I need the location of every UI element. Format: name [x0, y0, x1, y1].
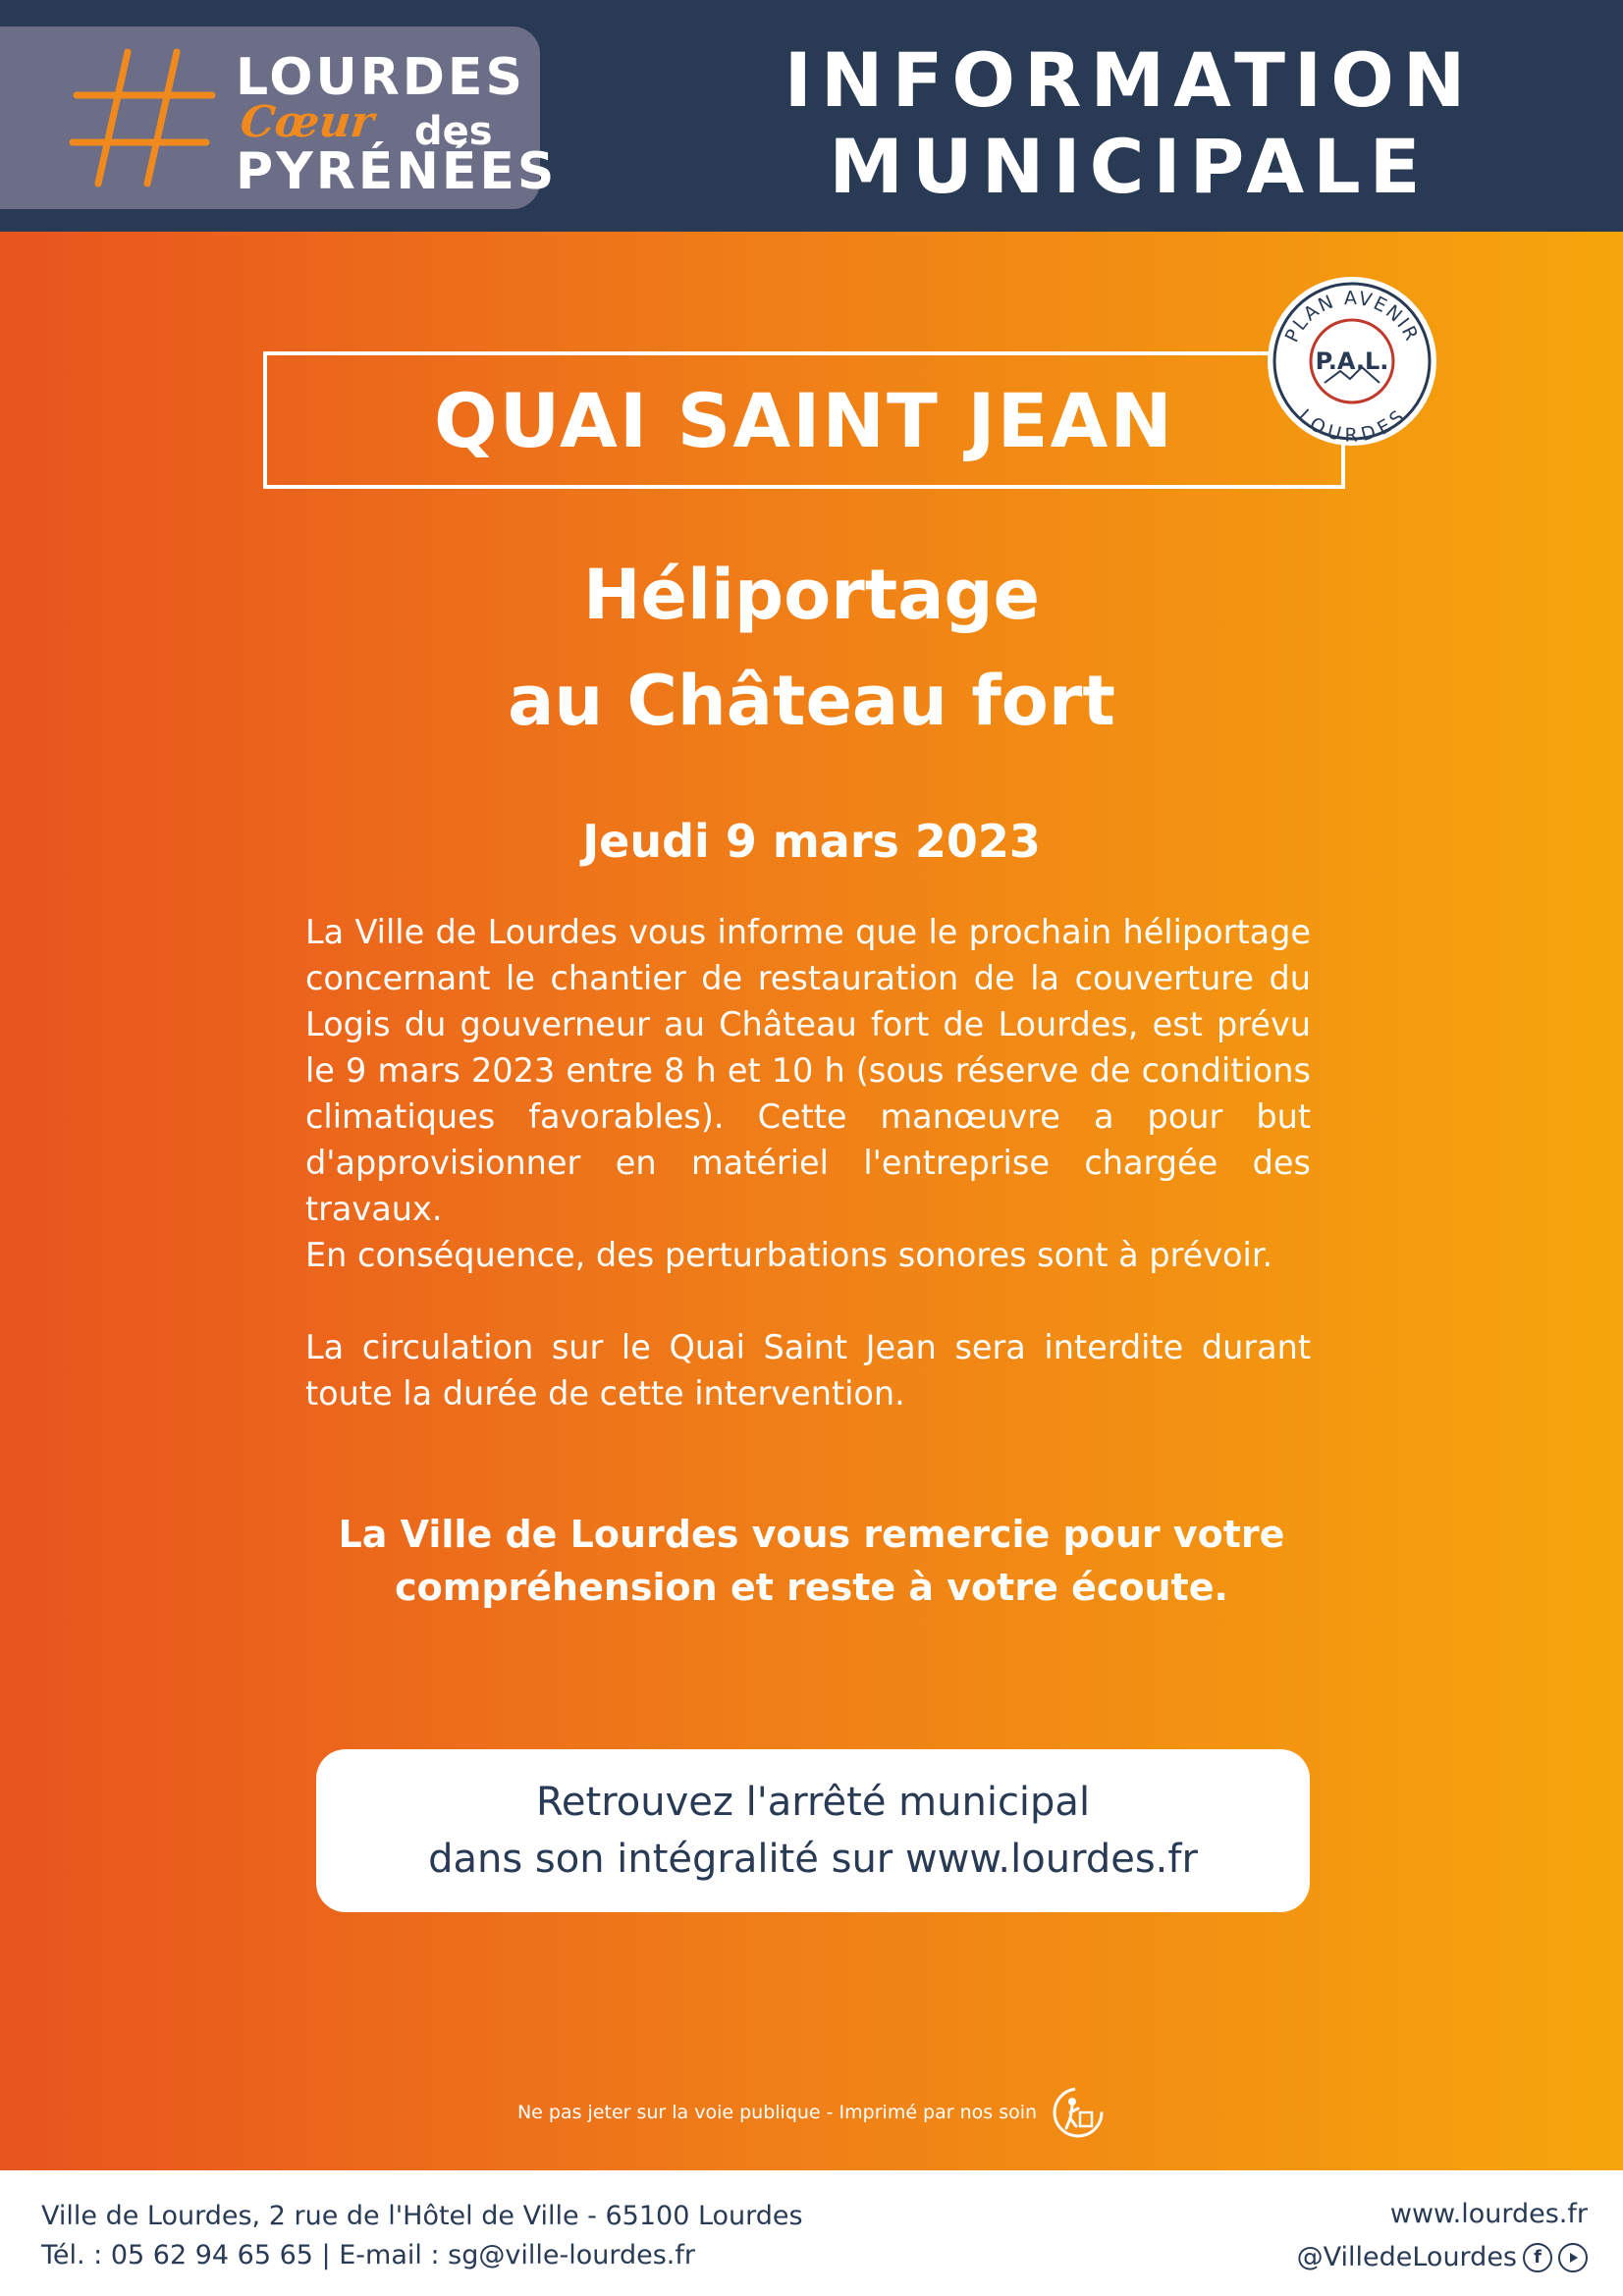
footer-phone-email: Tél. : 05 62 94 65 65 | E-mail : sg@ville-lourdes.fr [41, 2240, 695, 2270]
subject-frame [263, 351, 1345, 489]
thanks-message [0, 1508, 1623, 1614]
cta-line1: Retrouvez l'arrêté municipal [535, 1780, 1091, 1825]
facebook-icon[interactable]: f [1523, 2243, 1552, 2272]
notice-title [0, 542, 1623, 754]
recycle-notice [0, 2085, 1623, 2140]
header-title-line2: MUNICIPALE [829, 123, 1430, 210]
footer-website-link[interactable]: www.lourdes.fr [1389, 2199, 1588, 2229]
subject-heading: QUAI SAINT JEAN [434, 376, 1174, 464]
pal-badge [1264, 273, 1440, 450]
municipal-order-link-box[interactable] [316, 1749, 1310, 1912]
badge-bottom-text: LOURDES [1293, 404, 1411, 447]
logo-text-coeur: Cœur [238, 97, 377, 147]
notice-body [305, 909, 1311, 1416]
recycle-bin-icon [1051, 2085, 1106, 2140]
logo-text-lourdes: LOURDES [236, 48, 525, 107]
notice-date: Jeudi 9 mars 2023 [582, 815, 1041, 868]
badge-top-text: PLAN AVENIR [1280, 287, 1424, 347]
thanks-line1: La Ville de Lourdes vous remercie pour votre [338, 1513, 1285, 1556]
footer-links [1297, 2193, 1588, 2279]
youtube-icon[interactable] [1558, 2243, 1588, 2272]
badge-center-text: P.A.L. [1315, 347, 1389, 375]
social-handle[interactable]: @VilledeLourdes [1296, 2242, 1517, 2272]
header-title-line1: INFORMATION [784, 36, 1475, 124]
notice-title-line1: Héliportage [582, 555, 1041, 635]
body-paragraph-1: La Ville de Lourdes vous informe que le prochain héliportage concernant le chantier de restauration de la couverture du Logis du gouverneur au Château fort de Lourdes, est prévu le 9 mars 2023 entre 8 h et 10 h (sous réserve de conditions climatiques favorables). Cette manœuvre a pour but d'approvisionner en matériel l'entreprise chargée des travaux. [305, 913, 1311, 1228]
body-paragraph-3: La circulation sur le Quai Saint Jean sera interdite durant toute la durée de cette intervention. [305, 1328, 1311, 1413]
footer-social [1297, 2236, 1588, 2279]
body-paragraph-2: En conséquence, des perturbations sonores sont à prévoir. [305, 1236, 1273, 1274]
header-banner [0, 0, 1623, 232]
hashtag-icon [69, 44, 216, 191]
notice-title-line2: au Château fort [508, 661, 1115, 741]
cta-line2[interactable]: dans son intégralité sur www.lourdes.fr [428, 1837, 1198, 1882]
recycle-note-text: Ne pas jeter sur la voie publique - Imprimé par nos soin [516, 2102, 1038, 2123]
lourdes-logo[interactable] [0, 27, 558, 209]
thanks-line2: compréhension et reste à votre écoute. [395, 1566, 1228, 1609]
footer-address: Ville de Lourdes, 2 rue de l'Hôtel de Ville - 65100 Lourdes [41, 2201, 803, 2231]
header-title [677, 37, 1581, 210]
logo-text-pyrenees: PYRÉNÉES [236, 142, 558, 201]
logo-text-des: des [414, 109, 493, 154]
notice-panel [0, 232, 1623, 2170]
footer-contact [41, 2197, 803, 2275]
